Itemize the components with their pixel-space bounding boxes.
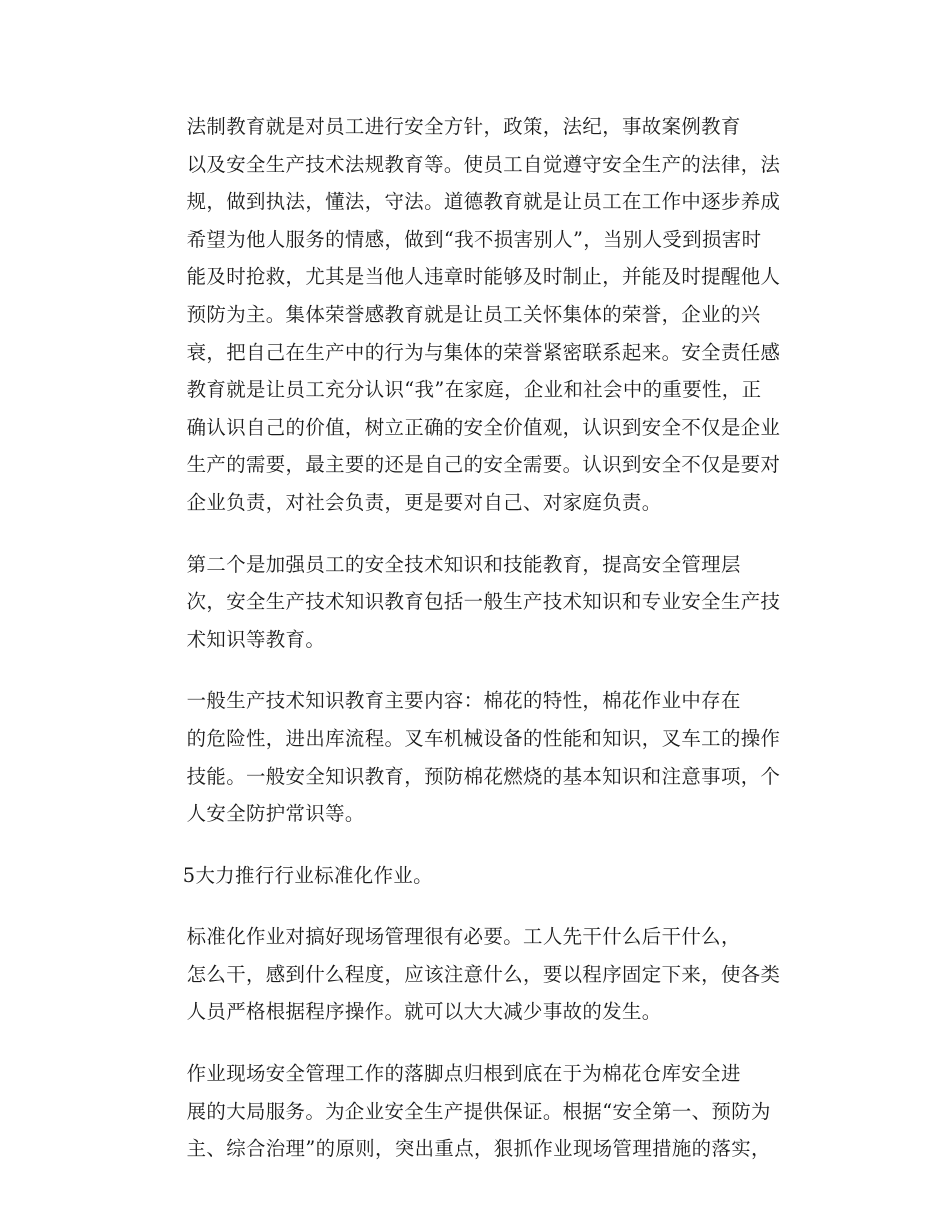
paragraph-site-safety-management [142, 1055, 807, 1168]
text-line: 术知识等教育。 [186, 627, 326, 651]
text-line: 生产的需要，最主要的还是自己的安全需要。认识到安全不仅是要对 [186, 453, 781, 477]
text-line: 衰，把自己在生产中的行为与集体的荣誉紧密联系起来。安全责任感 [186, 340, 781, 364]
text-line: 怎么干，感到什么程度，应该注意什么，要以程序固定下来，使各类 [186, 962, 781, 986]
paragraph-legal-moral-education [142, 108, 807, 522]
text-line: 技能。一般安全知识教育，预防棉花燃烧的基本知识和注意事项，个 [186, 764, 781, 788]
text-line: 法制教育就是对员工进行安全方针，政策，法纪，事故案例教育 [186, 115, 741, 138]
text-line: 标准化作业对搞好现场管理很有必要。工人先干什么后干什么， [186, 925, 741, 949]
section-heading-standardized-operation [142, 857, 807, 895]
paragraph-technical-skills-education [142, 546, 807, 659]
paragraph-general-knowledge-content [142, 682, 807, 832]
text-line: 一般生产技术知识教育主要内容：棉花的特性，棉花作业中存在 [186, 689, 741, 713]
text-line: 企业负责，对社会负责，更是要对自己、对家庭负责。 [186, 490, 662, 514]
text-line: 5大力推行行业标准化作业。 [182, 863, 433, 887]
text-line: 人安全防护常识等。 [186, 802, 365, 826]
document-body [142, 108, 807, 1192]
text-line: 以及安全生产技术法规教育等。使员工自觉遵守安全生产的法律，法 [186, 152, 781, 176]
text-line: 教育就是让员工充分认识“我”在家庭，企业和社会中的重要性，正 [186, 378, 762, 402]
text-line: 能及时抢救，尤其是当他人违章时能够及时制止，并能及时提醒他人 [186, 265, 781, 289]
text-line: 确认识自己的价值，树立正确的安全价值观，认识到安全不仅是企业 [186, 415, 781, 439]
text-line: 次，安全生产技术知识教育包括一般生产技术知识和专业安全生产技 [186, 590, 781, 614]
text-line: 规，做到执法，懂法，守法。道德教育就是让员工在工作中逐步养成 [186, 190, 781, 214]
text-line: 展的大局服务。为企业安全生产提供保证。根据“安全第一、预防为 [186, 1099, 771, 1123]
text-line: 的危险性，进出库流程。叉车机械设备的性能和知识，叉车工的操作 [186, 726, 781, 750]
paragraph-standardized-operation [142, 918, 807, 1031]
text-line: 第二个是加强员工的安全技术知识和技能教育，提高安全管理层 [186, 552, 741, 576]
text-line: 人员严格根据程序操作。就可以大大减少事故的发生。 [186, 1000, 662, 1024]
text-line: 预防为主。集体荣誉感教育就是让员工关怀集体的荣誉，企业的兴 [186, 302, 761, 326]
text-line: 希望为他人服务的情感，做到“我不损害别人”，当别人受到损害时 [186, 227, 762, 251]
text-line: 作业现场安全管理工作的落脚点归根到底在于为棉花仓库安全进 [186, 1062, 741, 1086]
text-line: 主、综合治理”的原则，突出重点，狠抓作业现场管理措施的落实， [186, 1137, 771, 1161]
